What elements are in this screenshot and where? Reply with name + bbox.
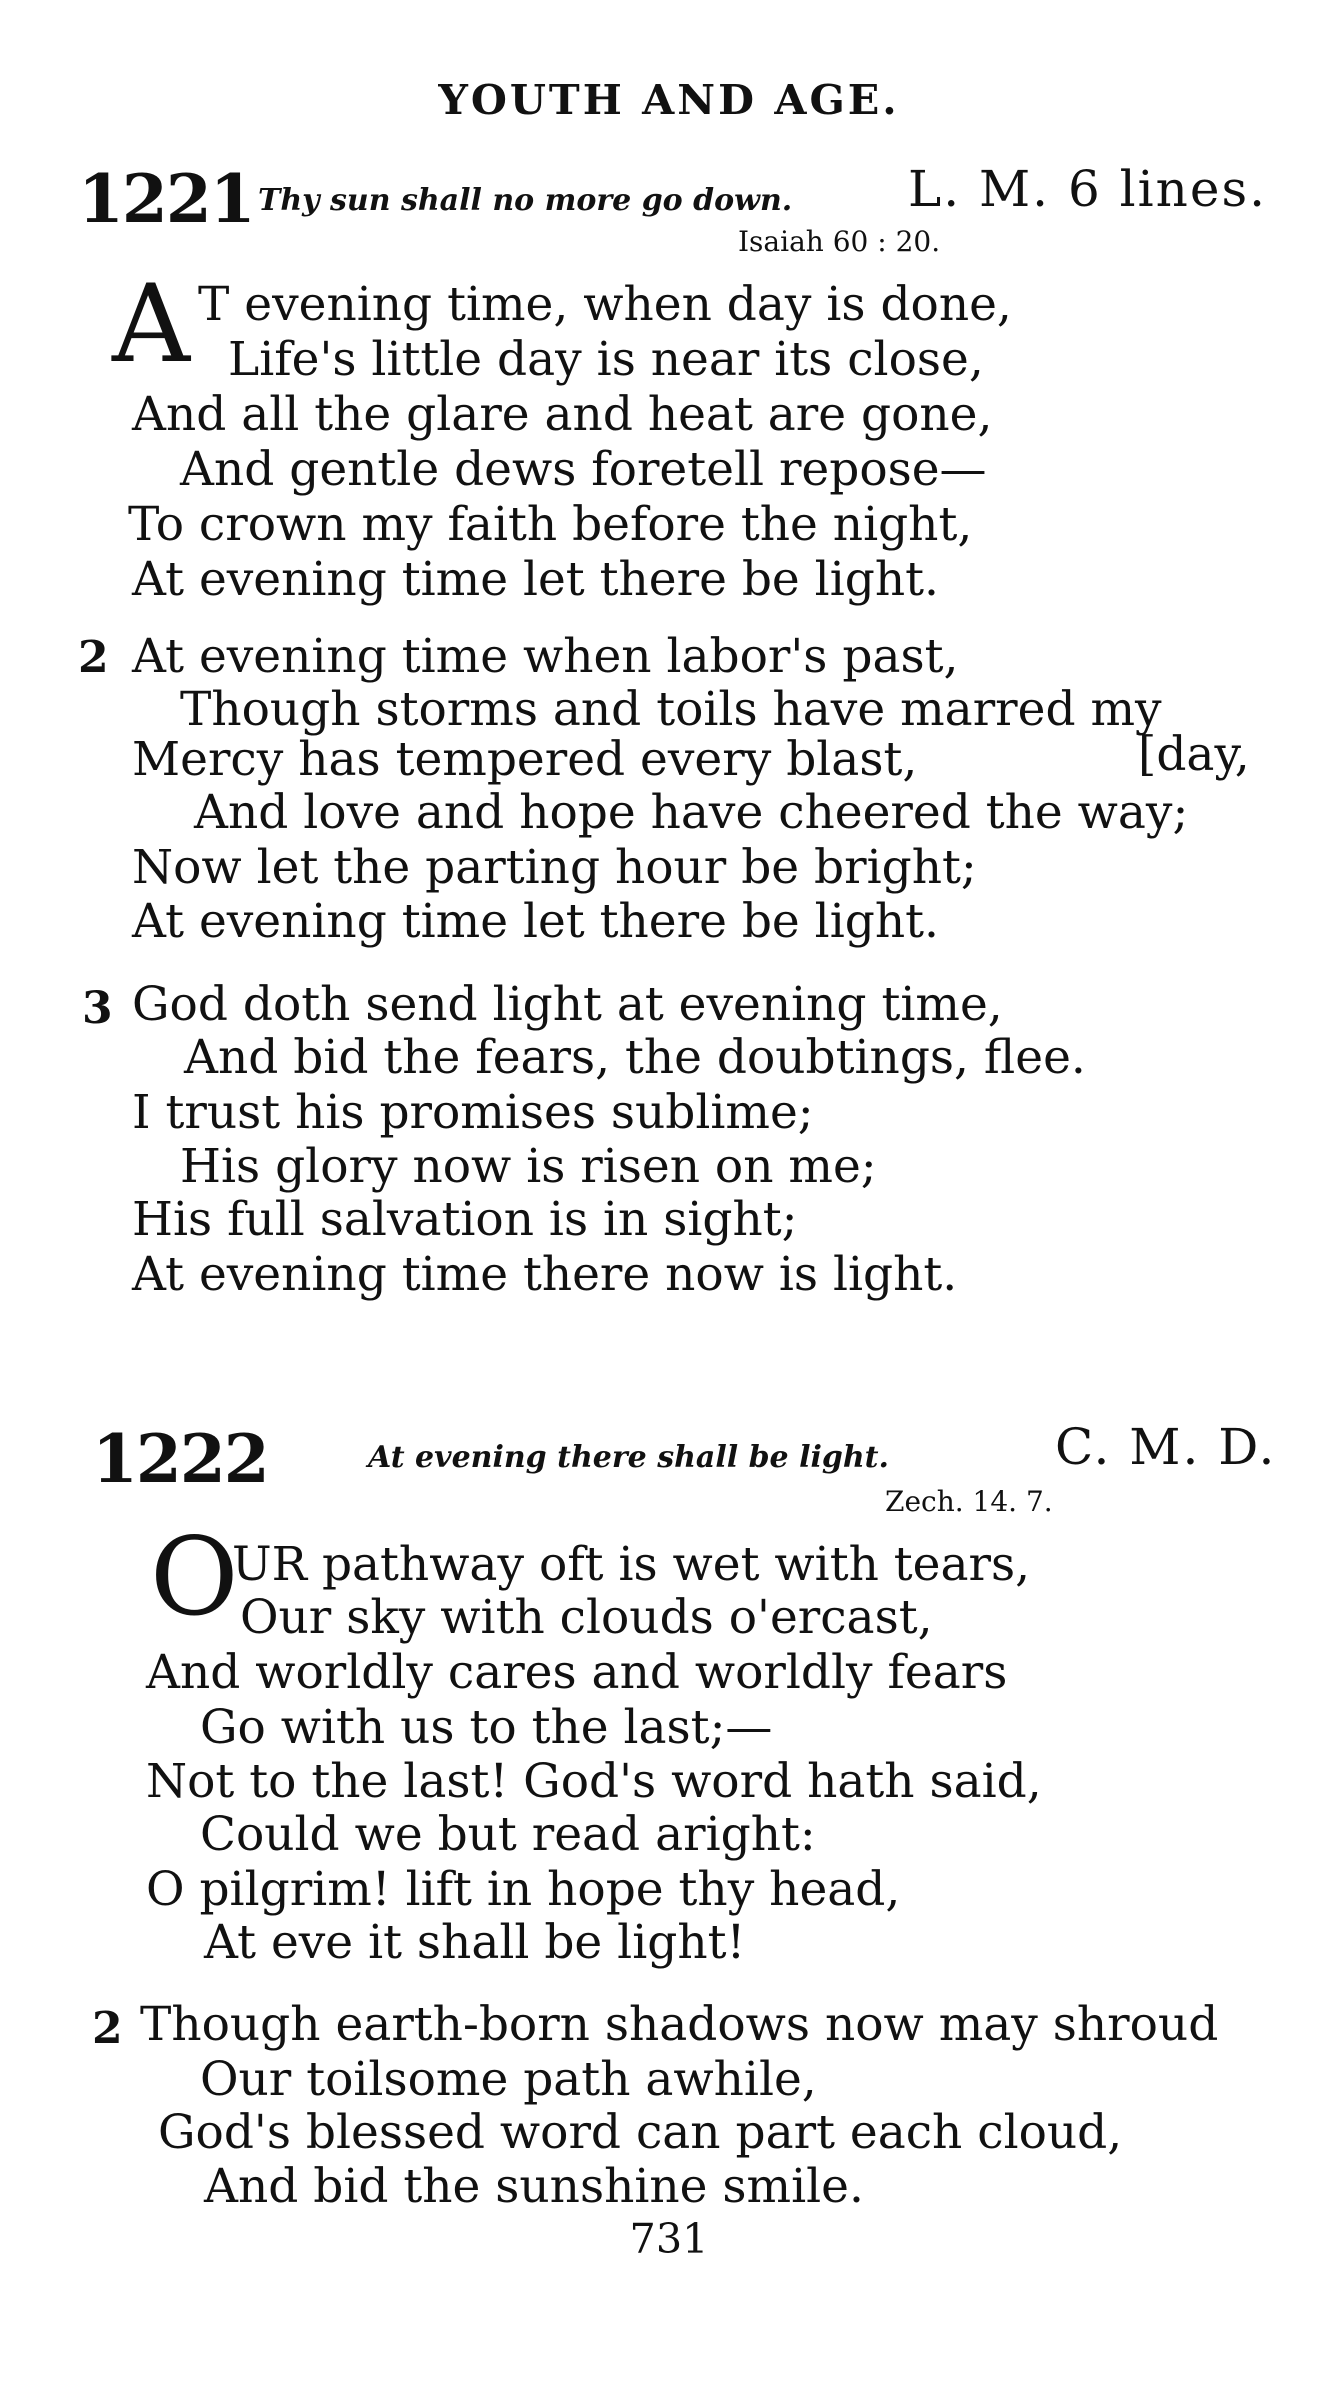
scripture-reference: Isaiah 60 : 20. — [738, 225, 941, 258]
verse-number: 2 — [92, 2003, 123, 2054]
hymn-meter: C. M. D. — [1055, 1418, 1277, 1476]
drop-cap: A — [112, 262, 190, 387]
turnover-word: [day, — [1138, 727, 1250, 782]
verse-line: To crown my faith before the night, — [128, 497, 973, 552]
verse-line: Life's little day is near its close, — [228, 332, 984, 387]
verse-line: Now let the parting hour be bright; — [132, 840, 977, 895]
scripture-reference: Zech. 14. 7. — [885, 1485, 1053, 1518]
verse-line: And gentle dews foretell repose— — [180, 442, 987, 497]
verse-line: Our sky with clouds o'ercast, — [240, 1590, 933, 1645]
verse-line: His full salvation is in sight; — [132, 1192, 798, 1247]
page-number: 731 — [629, 2215, 709, 2263]
running-head: YOUTH AND AGE. — [438, 75, 900, 124]
hymn-meter: L. M. 6 lines. — [908, 160, 1268, 218]
verse-line: God's blessed word can part each cloud, — [158, 2105, 1123, 2160]
verse-line: And worldly cares and worldly fears — [146, 1645, 1008, 1700]
verse-line: At evening time when labor's past, — [132, 629, 959, 684]
verse-line: T evening time, when day is done, — [198, 277, 1012, 332]
verse-line: Though earth-born shadows now may shroud — [140, 1997, 1219, 2052]
verse-line: And all the glare and heat are gone, — [132, 387, 993, 442]
hymn-number: 1221 — [78, 160, 254, 238]
hymn-number: 1222 — [92, 1420, 268, 1498]
verse-line: Go with us to the last;— — [200, 1700, 773, 1755]
verse-line: And bid the sunshine smile. — [204, 2159, 864, 2214]
hymn-title: Thy sun shall no more go down. — [258, 183, 793, 218]
verse-line: At evening time let there be light. — [132, 894, 939, 949]
verse-line: Could we but read aright: — [200, 1807, 816, 1862]
verse-line: O pilgrim! lift in hope thy head, — [146, 1862, 901, 1917]
verse-line: I trust his promises sublime; — [132, 1085, 814, 1140]
verse-line: At evening time there now is light. — [132, 1247, 958, 1302]
verse-line: At evening time let there be light. — [132, 552, 939, 607]
drop-cap: O — [150, 1515, 239, 1640]
verse-line: God doth send light at evening time, — [132, 977, 1003, 1032]
verse-number: 2 — [78, 632, 109, 683]
verse-line: Not to the last! God's word hath said, — [146, 1754, 1042, 1809]
hymn-title: At evening there shall be light. — [368, 1440, 889, 1475]
verse-line: UR pathway oft is wet with tears, — [232, 1537, 1031, 1592]
verse-line: And bid the fears, the doubtings, flee. — [184, 1030, 1086, 1085]
verse-line: At eve it shall be light! — [204, 1915, 746, 1970]
verse-line: And love and hope have cheered the way; — [194, 785, 1189, 840]
verse-line: Though storms and toils have marred my — [180, 682, 1162, 737]
verse-line: Mercy has tempered every blast, — [132, 732, 918, 787]
verse-number: 3 — [82, 983, 113, 1034]
verse-line: Our toilsome path awhile, — [200, 2052, 817, 2107]
verse-line: His glory now is risen on me; — [180, 1139, 877, 1194]
